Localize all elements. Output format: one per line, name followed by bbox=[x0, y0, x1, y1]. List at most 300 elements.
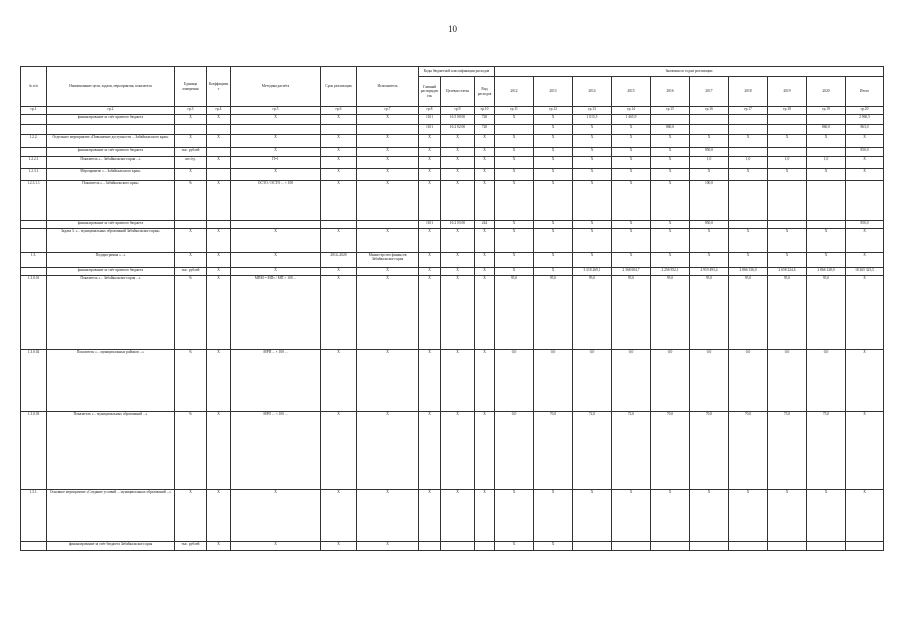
row-executor: X bbox=[357, 542, 419, 551]
row-year-value: 1 015,5 bbox=[573, 115, 612, 125]
row-code: 1.3. bbox=[21, 253, 47, 268]
header-budget-codes: Коды бюджетной классификации расходов bbox=[419, 67, 495, 77]
row-executor: Министерство финансов Забайкальского края bbox=[357, 253, 419, 268]
row-unit: тыс. рублей bbox=[175, 148, 207, 157]
row-code-section: X bbox=[441, 276, 475, 350]
row-year-value: 70,0 bbox=[729, 412, 768, 490]
row-year-value: 2 866 136,0 bbox=[729, 268, 768, 276]
row-year-value: 95,0 bbox=[807, 276, 846, 350]
header-num: № п/п bbox=[21, 67, 47, 107]
row-year-value: 2 658 224,6 bbox=[768, 268, 807, 276]
header-year: 2016 bbox=[651, 77, 690, 107]
row-method: МРО ... × 100 ... bbox=[231, 412, 321, 490]
row-executor: X bbox=[357, 157, 419, 169]
row-year-value: X bbox=[807, 169, 846, 181]
row-code-type: X bbox=[475, 229, 495, 253]
row-executor: X bbox=[357, 268, 419, 276]
row-year-value bbox=[768, 221, 807, 229]
row-year-value: X bbox=[612, 148, 651, 157]
row-executor: X bbox=[357, 490, 419, 542]
row-year-value: X bbox=[651, 157, 690, 169]
row-year-value: X bbox=[768, 490, 807, 542]
row-year-value: X bbox=[846, 412, 884, 490]
row-year-value: 0,0 bbox=[495, 412, 534, 490]
column-index-cell: гр.6 bbox=[321, 107, 357, 115]
header-year: 2012 bbox=[495, 77, 534, 107]
row-name: финансирование за счёт краевого бюджета bbox=[47, 148, 175, 157]
row-year-value: X bbox=[495, 148, 534, 157]
row-code bbox=[21, 115, 47, 125]
row-code-section: X bbox=[441, 169, 475, 181]
indicators-table bbox=[20, 66, 884, 551]
row-code-admin: X bbox=[419, 490, 441, 542]
row-year-value bbox=[651, 542, 690, 551]
row-executor: X bbox=[357, 169, 419, 181]
row-year-value: X bbox=[534, 490, 573, 542]
row-year-value: X bbox=[846, 157, 884, 169]
row-code-admin: X bbox=[419, 148, 441, 157]
row-coef: X bbox=[207, 268, 231, 276]
row-unit: % bbox=[175, 350, 207, 412]
row-coef: X bbox=[207, 135, 231, 148]
column-index-cell: гр.13 bbox=[573, 107, 612, 115]
row-unit: % bbox=[175, 276, 207, 350]
table-row bbox=[21, 135, 884, 148]
row-executor: X bbox=[357, 276, 419, 350]
row-year-value bbox=[729, 125, 768, 135]
row-year-value bbox=[807, 221, 846, 229]
row-period: X bbox=[321, 268, 357, 276]
row-year-value bbox=[807, 115, 846, 125]
row-year-value bbox=[690, 125, 729, 135]
row-coef: X bbox=[207, 412, 231, 490]
row-code: 1.3.0.01 bbox=[21, 276, 47, 350]
row-year-value: X bbox=[846, 229, 884, 253]
row-code-section: X bbox=[441, 181, 475, 221]
row-code: 1.2.3.1 bbox=[21, 169, 47, 181]
row-year-value: X bbox=[651, 221, 690, 229]
row-year-value: X bbox=[534, 125, 573, 135]
row-code-type: X bbox=[475, 490, 495, 542]
row-year-value: 850,0 bbox=[846, 221, 884, 229]
row-year-value: X bbox=[495, 229, 534, 253]
row-code-type: 244 bbox=[475, 221, 495, 229]
row-year-value bbox=[729, 542, 768, 551]
row-year-value: 100,0 bbox=[690, 181, 729, 221]
row-code-admin: X bbox=[419, 135, 441, 148]
row-code-type: 720 bbox=[475, 115, 495, 125]
row-year-value: 3 318 269,1 bbox=[573, 268, 612, 276]
row-coef bbox=[207, 221, 231, 229]
row-code-type: X bbox=[475, 135, 495, 148]
row-year-value: 850,0 bbox=[846, 148, 884, 157]
row-year-value: X bbox=[534, 157, 573, 169]
row-period: X bbox=[321, 181, 357, 221]
row-year-value: X bbox=[495, 169, 534, 181]
row-year-value: X bbox=[651, 135, 690, 148]
row-name: финансирование за счёт краевого бюджета bbox=[47, 115, 175, 125]
header-year: 2015 bbox=[612, 77, 651, 107]
row-code: 1.2.2. bbox=[21, 135, 47, 148]
row-name: Показатель «... Забайкальского края ...» bbox=[47, 157, 175, 169]
row-executor: X bbox=[357, 135, 419, 148]
row-year-value: X bbox=[612, 253, 651, 268]
row-name: Задача 3. «... муниципальных образований Забайкальского края» bbox=[47, 229, 175, 253]
header-year: 2017 bbox=[690, 77, 729, 107]
row-code-section: X bbox=[441, 350, 475, 412]
row-year-value: X bbox=[573, 169, 612, 181]
row-code: 1.2.2.1 bbox=[21, 157, 47, 169]
row-name: Отдельное мероприятие «Повышение доступности ... Забайкальского края» bbox=[47, 135, 175, 148]
row-code bbox=[21, 268, 47, 276]
column-index-cell: гр.3 bbox=[175, 107, 207, 115]
row-year-value: X bbox=[495, 157, 534, 169]
row-year-value: 0,0 bbox=[534, 350, 573, 412]
row-code: 1.3.0.02 bbox=[21, 350, 47, 412]
row-year-value: X bbox=[495, 542, 534, 551]
row-year-value: 2 919 493,4 bbox=[690, 268, 729, 276]
row-code-section: X bbox=[441, 490, 475, 542]
row-executor: X bbox=[357, 412, 419, 490]
row-period: X bbox=[321, 115, 357, 125]
row-code-admin: X bbox=[419, 350, 441, 412]
row-code bbox=[21, 125, 47, 135]
row-year-value: X bbox=[534, 115, 573, 125]
row-year-value bbox=[729, 221, 768, 229]
row-unit bbox=[175, 125, 207, 135]
column-index-cell: гр.17 bbox=[729, 107, 768, 115]
column-index-cell: гр.20 bbox=[846, 107, 884, 115]
row-year-value: 75,0 bbox=[807, 412, 846, 490]
row-year-value: X bbox=[807, 253, 846, 268]
row-year-value: X bbox=[612, 169, 651, 181]
row-year-value: X bbox=[573, 148, 612, 157]
row-period: X bbox=[321, 157, 357, 169]
row-year-value: 1,0 bbox=[690, 157, 729, 169]
row-period: 2014–2020 bbox=[321, 253, 357, 268]
column-index-cell: гр.4 bbox=[207, 107, 231, 115]
row-code: 1.3.1. bbox=[21, 490, 47, 542]
row-year-value: X bbox=[495, 221, 534, 229]
row-year-value: X bbox=[495, 135, 534, 148]
row-year-value: X bbox=[573, 181, 612, 221]
row-year-value: X bbox=[573, 229, 612, 253]
table-row bbox=[21, 169, 884, 181]
row-year-value: X bbox=[534, 135, 573, 148]
row-unit: X bbox=[175, 135, 207, 148]
row-coef: X bbox=[207, 350, 231, 412]
row-year-value: 0,0 bbox=[612, 350, 651, 412]
row-code-admin: X bbox=[419, 412, 441, 490]
row-coef bbox=[207, 169, 231, 181]
row-year-value: 0,0 bbox=[651, 350, 690, 412]
header-year: 2014 bbox=[573, 77, 612, 107]
header-executor: Исполнитель bbox=[357, 67, 419, 107]
row-year-value: 18 265 323,5 bbox=[846, 268, 884, 276]
row-code-section: 16 5 00 00 bbox=[441, 115, 475, 125]
row-period: X bbox=[321, 169, 357, 181]
row-year-value: X bbox=[846, 135, 884, 148]
row-code-type: X bbox=[475, 181, 495, 221]
row-year-value bbox=[729, 181, 768, 221]
row-name: финансирование за счёт бюджета Забайкальского края bbox=[47, 542, 175, 551]
row-code-admin: X bbox=[419, 181, 441, 221]
table-row bbox=[21, 276, 884, 350]
row-method: X bbox=[231, 148, 321, 157]
table-row bbox=[21, 157, 884, 169]
row-year-value: X bbox=[768, 253, 807, 268]
row-year-value: X bbox=[534, 268, 573, 276]
row-year-value: X bbox=[846, 253, 884, 268]
table-row bbox=[21, 125, 884, 135]
column-index-cell: гр.5 bbox=[231, 107, 321, 115]
row-unit: X bbox=[175, 229, 207, 253]
row-method: X bbox=[231, 490, 321, 542]
row-year-value: 863,0 bbox=[846, 125, 884, 135]
row-year-value: X bbox=[768, 229, 807, 253]
row-year-value: X bbox=[729, 229, 768, 253]
row-name: Показатель «... Забайкальского края ...» bbox=[47, 276, 175, 350]
header-year: 2019 bbox=[768, 77, 807, 107]
row-executor: X bbox=[357, 229, 419, 253]
row-year-value: X bbox=[573, 125, 612, 135]
row-year-value bbox=[729, 148, 768, 157]
row-code-admin: X bbox=[419, 253, 441, 268]
row-unit: тыс. рублей bbox=[175, 542, 207, 551]
row-year-value: 1 465,9 bbox=[612, 115, 651, 125]
row-year-value: X bbox=[846, 490, 884, 542]
row-period: X bbox=[321, 412, 357, 490]
column-index-cell: гр.19 bbox=[807, 107, 846, 115]
row-code: 1.2.3.1.1 bbox=[21, 181, 47, 221]
row-year-value: X bbox=[651, 490, 690, 542]
row-method bbox=[231, 221, 321, 229]
row-executor: X bbox=[357, 350, 419, 412]
column-index-cell: гр.15 bbox=[651, 107, 690, 115]
row-year-value: X bbox=[729, 169, 768, 181]
header-coef: Коэффициент bbox=[207, 67, 231, 107]
row-code-admin: 1101 bbox=[419, 125, 441, 135]
row-coef: X bbox=[207, 542, 231, 551]
row-period: X bbox=[321, 148, 357, 157]
column-index-cell: гр.9 bbox=[441, 107, 475, 115]
row-method: X bbox=[231, 268, 321, 276]
row-coef: X bbox=[207, 181, 231, 221]
row-year-value: X bbox=[534, 542, 573, 551]
row-code-type: X bbox=[475, 253, 495, 268]
row-year-value: 95,0 bbox=[612, 276, 651, 350]
row-year-value: X bbox=[573, 490, 612, 542]
table-row bbox=[21, 412, 884, 490]
row-year-value: 0,0 bbox=[495, 350, 534, 412]
row-code-section: X bbox=[441, 253, 475, 268]
row-coef: X bbox=[207, 253, 231, 268]
row-year-value: 95,0 bbox=[729, 276, 768, 350]
row-name: Подпрограмма «...» bbox=[47, 253, 175, 268]
row-executor bbox=[357, 125, 419, 135]
row-year-value: 2 866 128,0 bbox=[807, 268, 846, 276]
row-year-value: X bbox=[690, 169, 729, 181]
row-code bbox=[21, 148, 47, 157]
row-code-admin bbox=[419, 542, 441, 551]
row-year-value: 0,0 bbox=[768, 350, 807, 412]
row-year-value bbox=[729, 115, 768, 125]
row-unit bbox=[175, 221, 207, 229]
row-code-type: X bbox=[475, 148, 495, 157]
header-year: 2013 bbox=[534, 77, 573, 107]
table-row bbox=[21, 221, 884, 229]
row-year-value: X bbox=[612, 157, 651, 169]
row-code-section: X bbox=[441, 157, 475, 169]
column-index-cell: гр.2 bbox=[47, 107, 175, 115]
row-year-value: X bbox=[534, 148, 573, 157]
row-code-type bbox=[475, 542, 495, 551]
header-year: 2018 bbox=[729, 77, 768, 107]
row-year-value: X bbox=[690, 490, 729, 542]
row-year-value: X bbox=[768, 135, 807, 148]
row-year-value: 72,0 bbox=[573, 412, 612, 490]
header-unit: Единица измерения bbox=[175, 67, 207, 107]
row-year-value: 860,0 bbox=[807, 125, 846, 135]
row-year-value: X bbox=[534, 181, 573, 221]
row-unit: X bbox=[175, 115, 207, 125]
header-year: Итого bbox=[846, 77, 884, 107]
table-row bbox=[21, 115, 884, 125]
row-year-value bbox=[768, 181, 807, 221]
row-year-value: 1,0 bbox=[807, 157, 846, 169]
column-index-cell: гр.7 bbox=[357, 107, 419, 115]
row-year-value: X bbox=[729, 253, 768, 268]
row-year-value: 72,0 bbox=[612, 412, 651, 490]
column-index-cell: гр.18 bbox=[768, 107, 807, 115]
row-year-value: X bbox=[651, 169, 690, 181]
row-year-value: 95,0 bbox=[768, 276, 807, 350]
row-coef: X bbox=[207, 115, 231, 125]
row-code-section: X bbox=[441, 135, 475, 148]
row-year-value: X bbox=[573, 253, 612, 268]
row-code bbox=[21, 542, 47, 551]
row-year-value: X bbox=[612, 125, 651, 135]
row-year-value bbox=[495, 125, 534, 135]
row-year-value: X bbox=[651, 229, 690, 253]
row-year-value: X bbox=[495, 115, 534, 125]
table-row bbox=[21, 148, 884, 157]
header-period: Срок реализации bbox=[321, 67, 357, 107]
row-name: Показатель «... муниципальных районов ...» bbox=[47, 350, 175, 412]
row-year-value bbox=[768, 125, 807, 135]
row-executor: X bbox=[357, 115, 419, 125]
header-code-admin: Главный распорядитель bbox=[419, 77, 441, 107]
row-coef: X bbox=[207, 490, 231, 542]
header-year: 2020 bbox=[807, 77, 846, 107]
row-method: X bbox=[231, 115, 321, 125]
row-year-value: X bbox=[573, 157, 612, 169]
column-index-row bbox=[21, 107, 884, 115]
row-code-admin: 1101 bbox=[419, 221, 441, 229]
row-method: X bbox=[231, 542, 321, 551]
row-coef: X bbox=[207, 229, 231, 253]
row-unit: X bbox=[175, 253, 207, 268]
row-year-value bbox=[612, 542, 651, 551]
row-unit: X bbox=[175, 490, 207, 542]
header-name: Наименование цели, задачи, мероприятия, показателя bbox=[47, 67, 175, 107]
row-code-section: X bbox=[441, 268, 475, 276]
row-method: X bbox=[231, 229, 321, 253]
row-year-value: 75,0 bbox=[768, 412, 807, 490]
row-unit: X bbox=[175, 169, 207, 181]
row-code-section: 16 2 02 00 bbox=[441, 125, 475, 135]
row-year-value: 0,0 bbox=[573, 350, 612, 412]
row-year-value bbox=[651, 115, 690, 125]
row-year-value: X bbox=[651, 181, 690, 221]
row-code bbox=[21, 229, 47, 253]
row-method: X bbox=[231, 169, 321, 181]
row-name: Показатель «... Забайкальского края» bbox=[47, 181, 175, 221]
row-year-value: 0,0 bbox=[690, 350, 729, 412]
column-index-cell: гр.12 bbox=[534, 107, 573, 115]
row-year-value: 95,0 bbox=[690, 276, 729, 350]
row-name: Мероприятие «... Забайкальского края» bbox=[47, 169, 175, 181]
row-method: МРП ... × 100 ... bbox=[231, 350, 321, 412]
row-year-value: X bbox=[846, 350, 884, 412]
row-year-value: 850,0 bbox=[690, 221, 729, 229]
table-row bbox=[21, 181, 884, 221]
row-name: финансирование за счёт краевого бюджета bbox=[47, 268, 175, 276]
header-code-type: Вид расходов bbox=[475, 77, 495, 107]
row-code-section: X bbox=[441, 229, 475, 253]
row-code-type: X bbox=[475, 350, 495, 412]
row-year-value: 1,0 bbox=[768, 157, 807, 169]
row-code-admin: X bbox=[419, 169, 441, 181]
row-year-value: X bbox=[846, 169, 884, 181]
row-year-value: X bbox=[651, 148, 690, 157]
row-method: X bbox=[231, 253, 321, 268]
row-year-value: X bbox=[495, 268, 534, 276]
row-unit: шт./ед. bbox=[175, 157, 207, 169]
row-code-admin: X bbox=[419, 276, 441, 350]
row-coef: X bbox=[207, 276, 231, 350]
row-year-value bbox=[846, 542, 884, 551]
row-year-value: X bbox=[690, 135, 729, 148]
row-year-value: X bbox=[612, 135, 651, 148]
row-method: МПМ = МПт / МП × 100 ... bbox=[231, 276, 321, 350]
row-year-value: X bbox=[573, 221, 612, 229]
table-row bbox=[21, 490, 884, 542]
row-period: X bbox=[321, 276, 357, 350]
column-index-cell: гр.14 bbox=[612, 107, 651, 115]
row-code-type: X bbox=[475, 157, 495, 169]
row-method: ОСТО / ОСТО ... × 100 bbox=[231, 181, 321, 221]
row-year-value: X bbox=[651, 253, 690, 268]
column-index-cell: гр.10 bbox=[475, 107, 495, 115]
row-code-admin: 1101 bbox=[419, 115, 441, 125]
row-coef bbox=[207, 125, 231, 135]
row-year-value bbox=[768, 148, 807, 157]
row-code-admin: X bbox=[419, 268, 441, 276]
row-year-value: 2 256 952,1 bbox=[651, 268, 690, 276]
row-year-value: 95,0 bbox=[534, 276, 573, 350]
row-code-type: X bbox=[475, 276, 495, 350]
row-method: П=1 bbox=[231, 157, 321, 169]
row-code: 1.3.0.03 bbox=[21, 412, 47, 490]
row-period: X bbox=[321, 350, 357, 412]
row-year-value bbox=[768, 542, 807, 551]
row-year-value: X bbox=[612, 229, 651, 253]
row-year-value: 2 368 604,7 bbox=[612, 268, 651, 276]
row-year-value: X bbox=[807, 490, 846, 542]
column-index-cell: гр.8 bbox=[419, 107, 441, 115]
row-year-value: 70,0 bbox=[534, 412, 573, 490]
